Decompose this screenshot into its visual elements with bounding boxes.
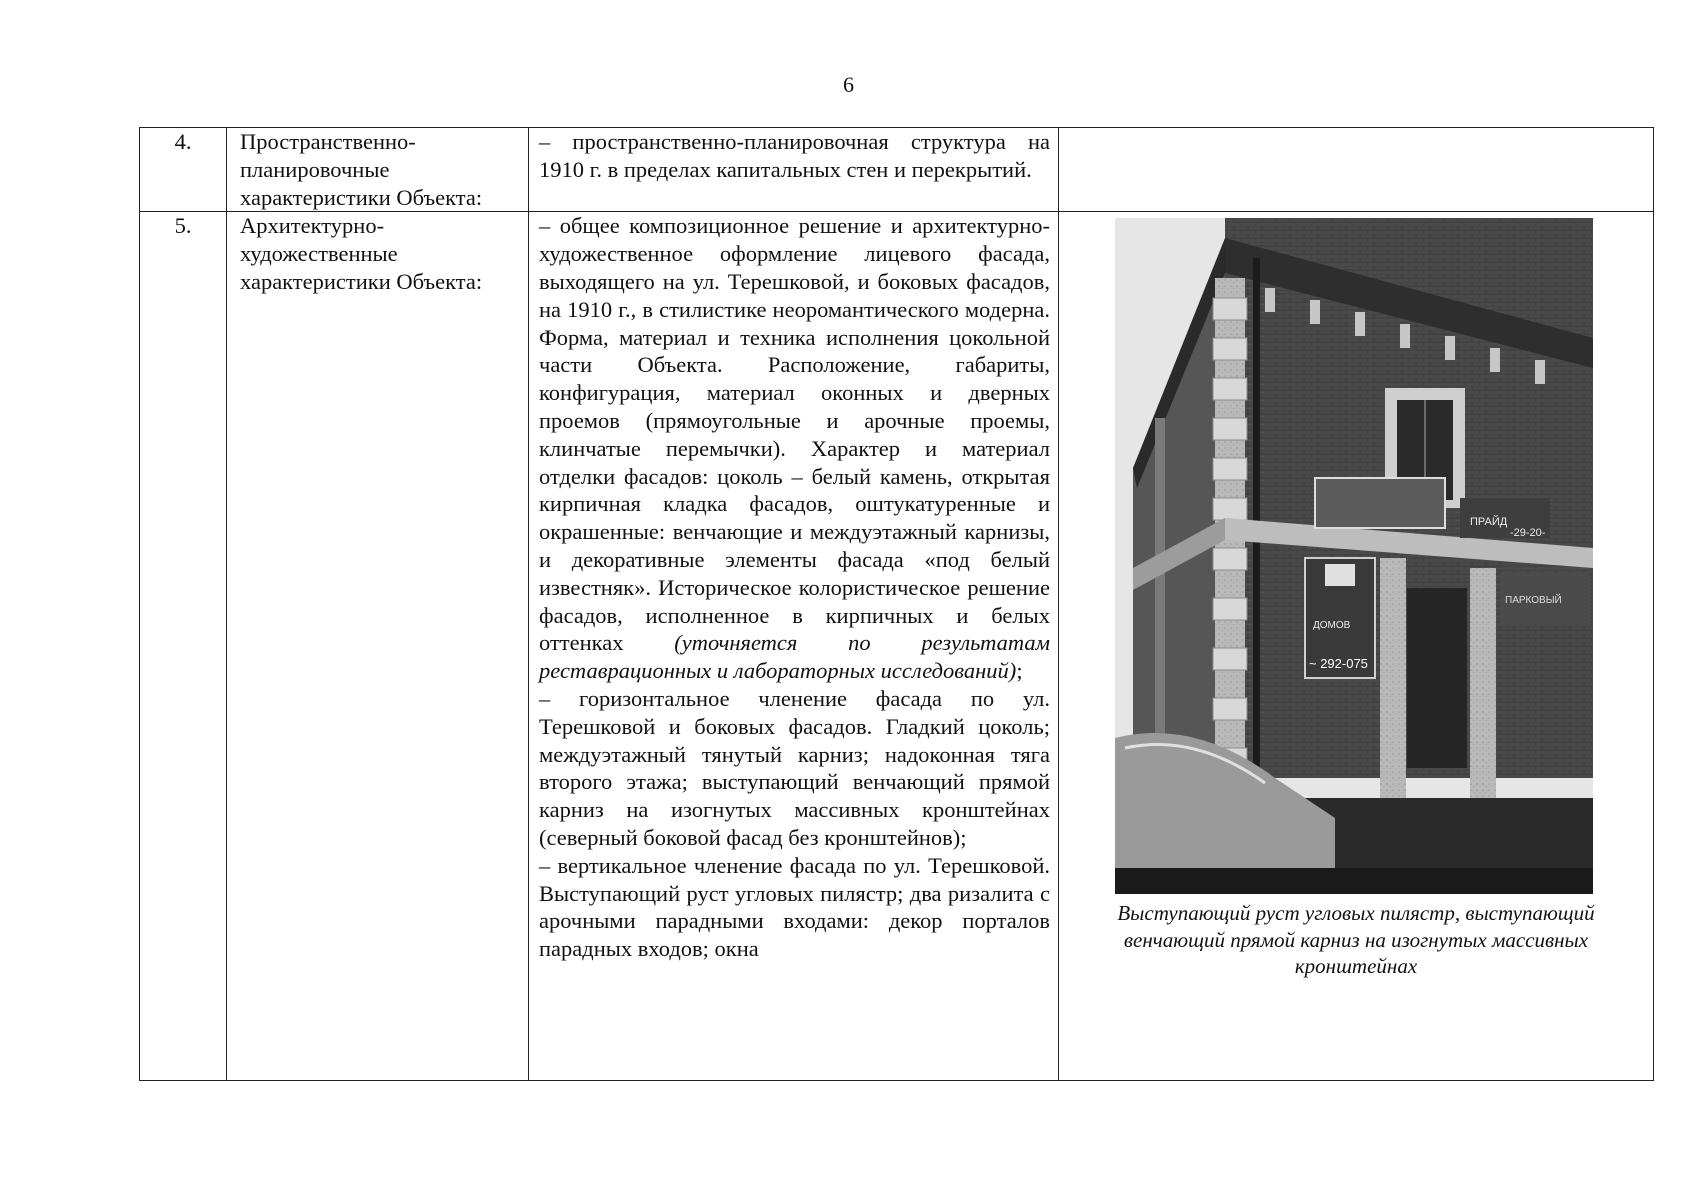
- description-paragraph: [539, 212, 1050, 685]
- sign-text: ~ 292-075: [1309, 656, 1368, 672]
- empty-photo-cell: [1059, 128, 1654, 212]
- sign-text: ПАРКОВЫЙ: [1505, 595, 1562, 607]
- row-number: 5.: [174, 213, 192, 239]
- row-description-cell: [529, 212, 1059, 1081]
- row-description-cell: [529, 128, 1059, 212]
- description-paragraph: – горизонтальное членение фасада по ул. Терешковой и боковых фасадов. Гладкий цоколь; междуэтажный тянутый карниз; надоконная тяга второго этажа; выступающий венчающий прямой карниз на изогнутых массивных кронштейнах (северный боковой фасад без кронштейнов);: [539, 685, 1050, 850]
- characteristics-table: [139, 127, 1654, 1081]
- paragraph-end: ;: [1016, 658, 1023, 684]
- sign-text: ПРАЙД: [1470, 516, 1508, 529]
- description-paragraph: – пространственно-планировочная структура на 1910 г. в пределах капитальных стен и перекрытий.: [539, 129, 1050, 182]
- page-number: 6: [843, 72, 854, 97]
- description-paragraph: – вертикальное членение фасада по ул. Терешковой. Выступающий руст угловых пилястр; два ризалита с арочными парадными входами: декор порталов парадных входов; окна: [539, 852, 1050, 962]
- row-number: 4.: [174, 129, 192, 154]
- paragraph-italic-note: (уточняется по результатам реставрационных и лабораторных исследований): [539, 630, 1050, 684]
- row-label-cell: [227, 128, 529, 212]
- row-number-cell: [140, 212, 227, 1081]
- row-label: Пространственно-планировочные характеристики Объекта:: [240, 129, 483, 210]
- row-label: Архитектурно-художественные характеристики Объекта:: [240, 213, 483, 294]
- table-row: [140, 128, 1654, 212]
- sign-text: ДОМОВ: [1313, 620, 1351, 632]
- row-number-cell: [140, 128, 227, 212]
- photo-caption: Выступающий руст угловых пилястр, выступающий венчающий прямой карниз на изогнутых массивных кронштейнах: [1117, 901, 1595, 979]
- building-photo: [1115, 218, 1593, 894]
- paragraph-text: – общее композиционное решение и архитектурно-художественное оформление лицевого фасада, выходящего на ул. Терешковой, и боковых фасадов, на 1910 г., в стилистике неоромантического модерна. Форма, материал и техника исполнения цокольной части Объекта. Расположение, габариты, конфигурация, материал оконных и дверных проемов (прямоугольные и арочные проемы, клинчатые перемычки). Характер и материал отделки фасадов: цоколь – белый камень, открытая кирпичная кладка фасадов, оштукатуренные и окрашенные: венчающие и междуэтажный карнизы, и декоративные элементы фасада «под белый известняк». Историческое колористическое решение фасадов, исполненное в кирпичных и белых оттенках: [539, 213, 1050, 656]
- row-label-cell: [227, 212, 529, 1081]
- photo-cell: [1059, 212, 1654, 1081]
- table-row: [140, 212, 1654, 1081]
- sign-text: -29-20-: [1510, 527, 1546, 540]
